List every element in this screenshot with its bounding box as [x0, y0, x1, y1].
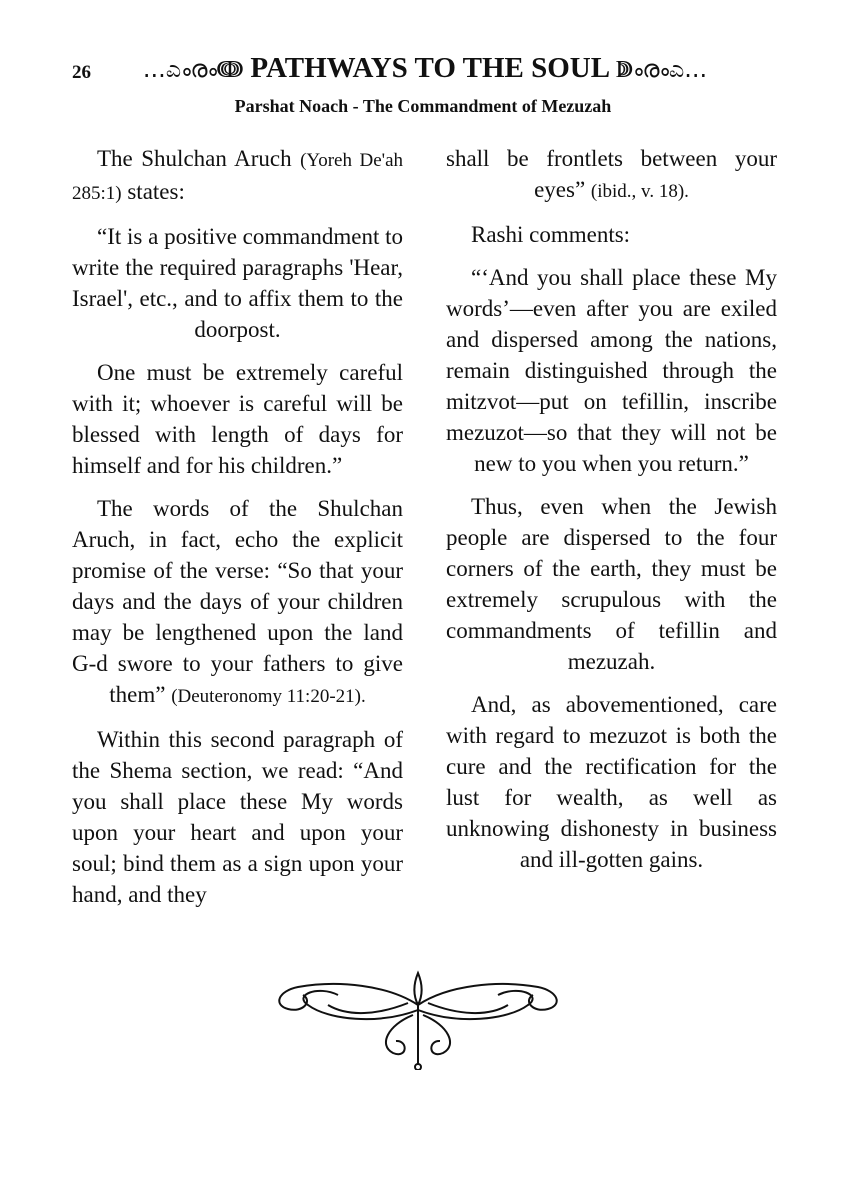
paragraph	[72, 493, 403, 712]
text: The words of the Shulchan Aruch, in fact, echo the explicit promise of the verse: “So that your days and the days of your children may be lengthened upon the land G-d swore to your fathers to give them”	[72, 496, 403, 707]
paragraph: One must be extremely careful with it; whoever is careful will be blessed with length of days for himself and for his children.”	[72, 360, 403, 478]
flourish-left-icon: ...ಎൟↈ	[142, 55, 244, 83]
right-column	[446, 143, 777, 887]
book-title: PATHWAYS TO THE SOUL	[250, 52, 609, 84]
paragraph: And, as abovementioned, care with regard to mezuzot is both the cure and the rectification for the lust for wealth, as well as unknowing dishonesty in business and ill-gotten gains.	[446, 692, 777, 872]
page-number: 26	[72, 62, 91, 83]
citation: (Yoreh De'ah 285:1)	[72, 150, 403, 204]
flourish-right-icon: ↇൟಎ...	[615, 55, 708, 83]
citation: (ibid., v. 18).	[590, 181, 689, 202]
paragraph	[446, 143, 777, 207]
paragraph: Thus, even when the Jewish people are dispersed to the four corners of the earth, they must be extremely scrupulous with the commandments of tefillin and mezuzah.	[446, 494, 777, 674]
paragraph: Within this second paragraph of the Shema section, we read: “And you shall place these My words upon your heart and upon your soul; bind them as a sign upon your hand, and they	[72, 727, 403, 907]
paragraph	[72, 143, 403, 209]
text: states:	[121, 179, 185, 204]
paragraph: “‘And you shall place these My words’—even after you are exiled and dispersed among the nations, remain distinguished through the mitzvot—put on tefillin, inscribe mezuzot—so that they will not be new to you when you return.”	[446, 265, 777, 476]
paragraph: Rashi comments:	[471, 222, 631, 247]
text: shall be frontlets between your eyes”	[446, 146, 777, 202]
decorative-scroll-ornament-icon	[268, 965, 568, 1070]
citation: (Deuteronomy 11:20-21).	[171, 686, 366, 707]
paragraph: “It is a positive commandment to write the required paragraphs 'Hear, Israel', etc., and to affix them to the doorpost.	[72, 224, 403, 342]
running-header	[130, 52, 720, 85]
text: The Shulchan Aruch	[97, 146, 301, 171]
left-column	[72, 143, 403, 922]
chapter-subtitle: Parshat Noach - The Commandment of Mezuzah	[234, 96, 612, 116]
